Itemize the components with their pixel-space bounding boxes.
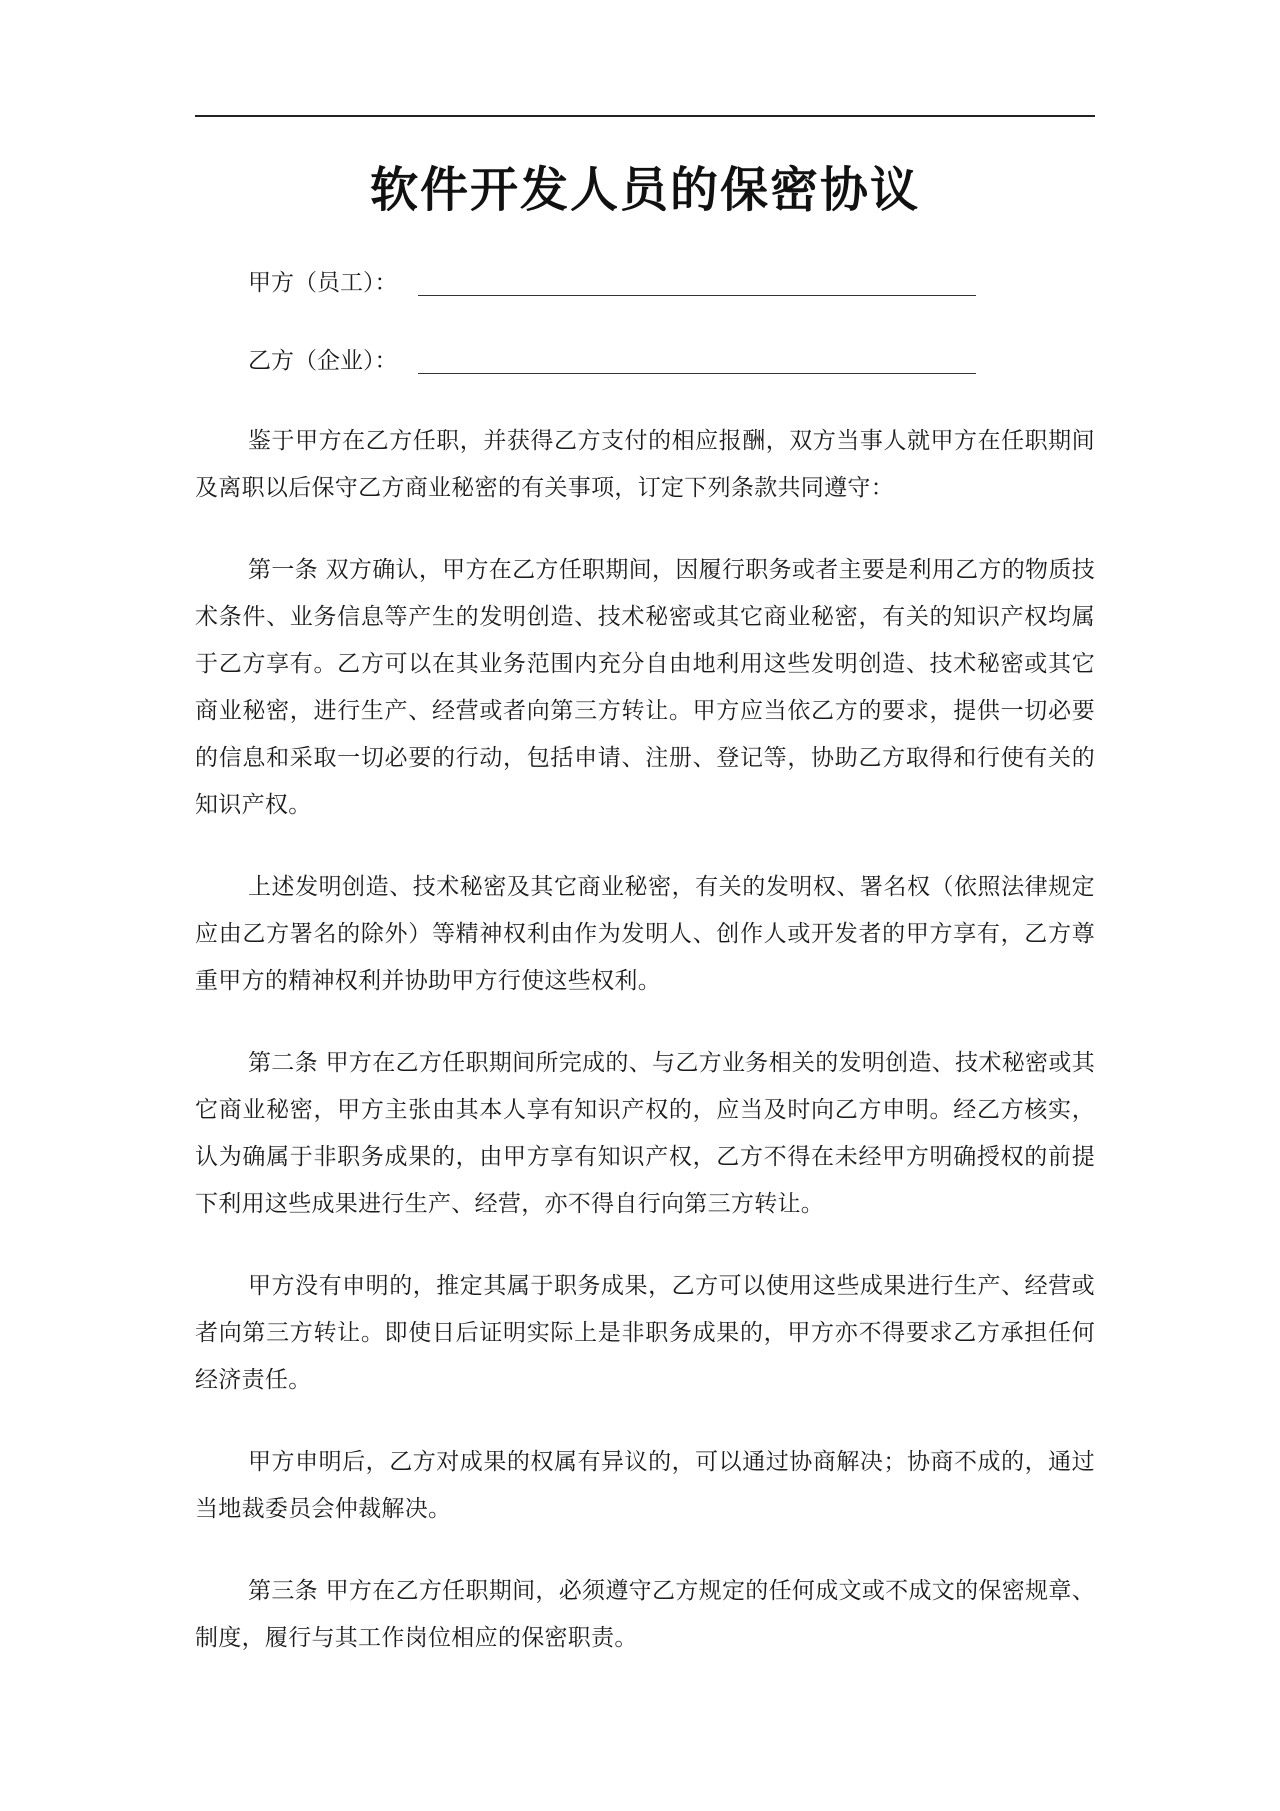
agreement-body bbox=[195, 418, 1095, 1697]
article-1-paragraph: 第一条 双方确认，甲方在乙方任职期间，因履行职务或者主要是利用乙方的物质技术条件、业务信息等产生的发明创造、技术秘密或其它商业秘密，有关的知识产权均属于乙方享有。乙方可以在其业务范围内充分自由地利用这些发明创造、技术秘密或其它商业秘密，进行生产、经营或者向第三方转让。甲方应当依乙方的要求，提供一切必要的信息和采取一切必要的行动，包括申请、注册、登记等，协助乙方取得和行使有关的知识产权。 bbox=[195, 557, 1095, 818]
header-divider bbox=[195, 115, 1095, 117]
party-b-blank bbox=[418, 373, 976, 374]
document-page bbox=[195, 0, 1095, 1811]
party-b-line bbox=[248, 344, 976, 378]
article-2-dispute-paragraph: 甲方申明后，乙方对成果的权属有异议的，可以通过协商解决；协商不成的，通过当地裁委员会仲裁解决。 bbox=[195, 1449, 1095, 1522]
party-b-label: 乙方（企业）： bbox=[248, 348, 398, 374]
article-2-paragraph: 第二条 甲方在乙方任职期间所完成的、与乙方业务相关的发明创造、技术秘密或其它商业秘密，甲方主张由其本人享有知识产权的，应当及时向乙方申明。经乙方核实，认为确属于非职务成果的，由甲方享有知识产权，乙方不得在未经甲方明确授权的前提下利用这些成果进行生产、经营，亦不得自行向第三方转让。 bbox=[195, 1050, 1095, 1217]
article-3-paragraph: 第三条 甲方在乙方任职期间，必须遵守乙方规定的任何成文或不成文的保密规章、制度，履行与其工作岗位相应的保密职责。 bbox=[195, 1578, 1095, 1651]
article-1-moral-rights-paragraph: 上述发明创造、技术秘密及其它商业秘密，有关的发明权、署名权（依照法律规定应由乙方署名的除外）等精神权利由作为发明人、创作人或开发者的甲方享有，乙方尊重甲方的精神权利并协助甲方行使这些权利。 bbox=[195, 874, 1095, 994]
preamble-paragraph: 鉴于甲方在乙方任职，并获得乙方支付的相应报酬，双方当事人就甲方在任职期间及离职以后保守乙方商业秘密的有关事项，订定下列条款共同遵守： bbox=[195, 428, 1095, 501]
document-title: 软件开发人员的保密协议 bbox=[369, 162, 920, 218]
party-a-label: 甲方（员工）： bbox=[248, 270, 398, 296]
article-2-undeclared-paragraph: 甲方没有申明的，推定其属于职务成果，乙方可以使用这些成果进行生产、经营或者向第三方转让。即使日后证明实际上是非职务成果的，甲方亦不得要求乙方承担任何经济责任。 bbox=[195, 1273, 1095, 1393]
party-a-line bbox=[248, 266, 976, 300]
party-a-blank bbox=[418, 295, 976, 296]
